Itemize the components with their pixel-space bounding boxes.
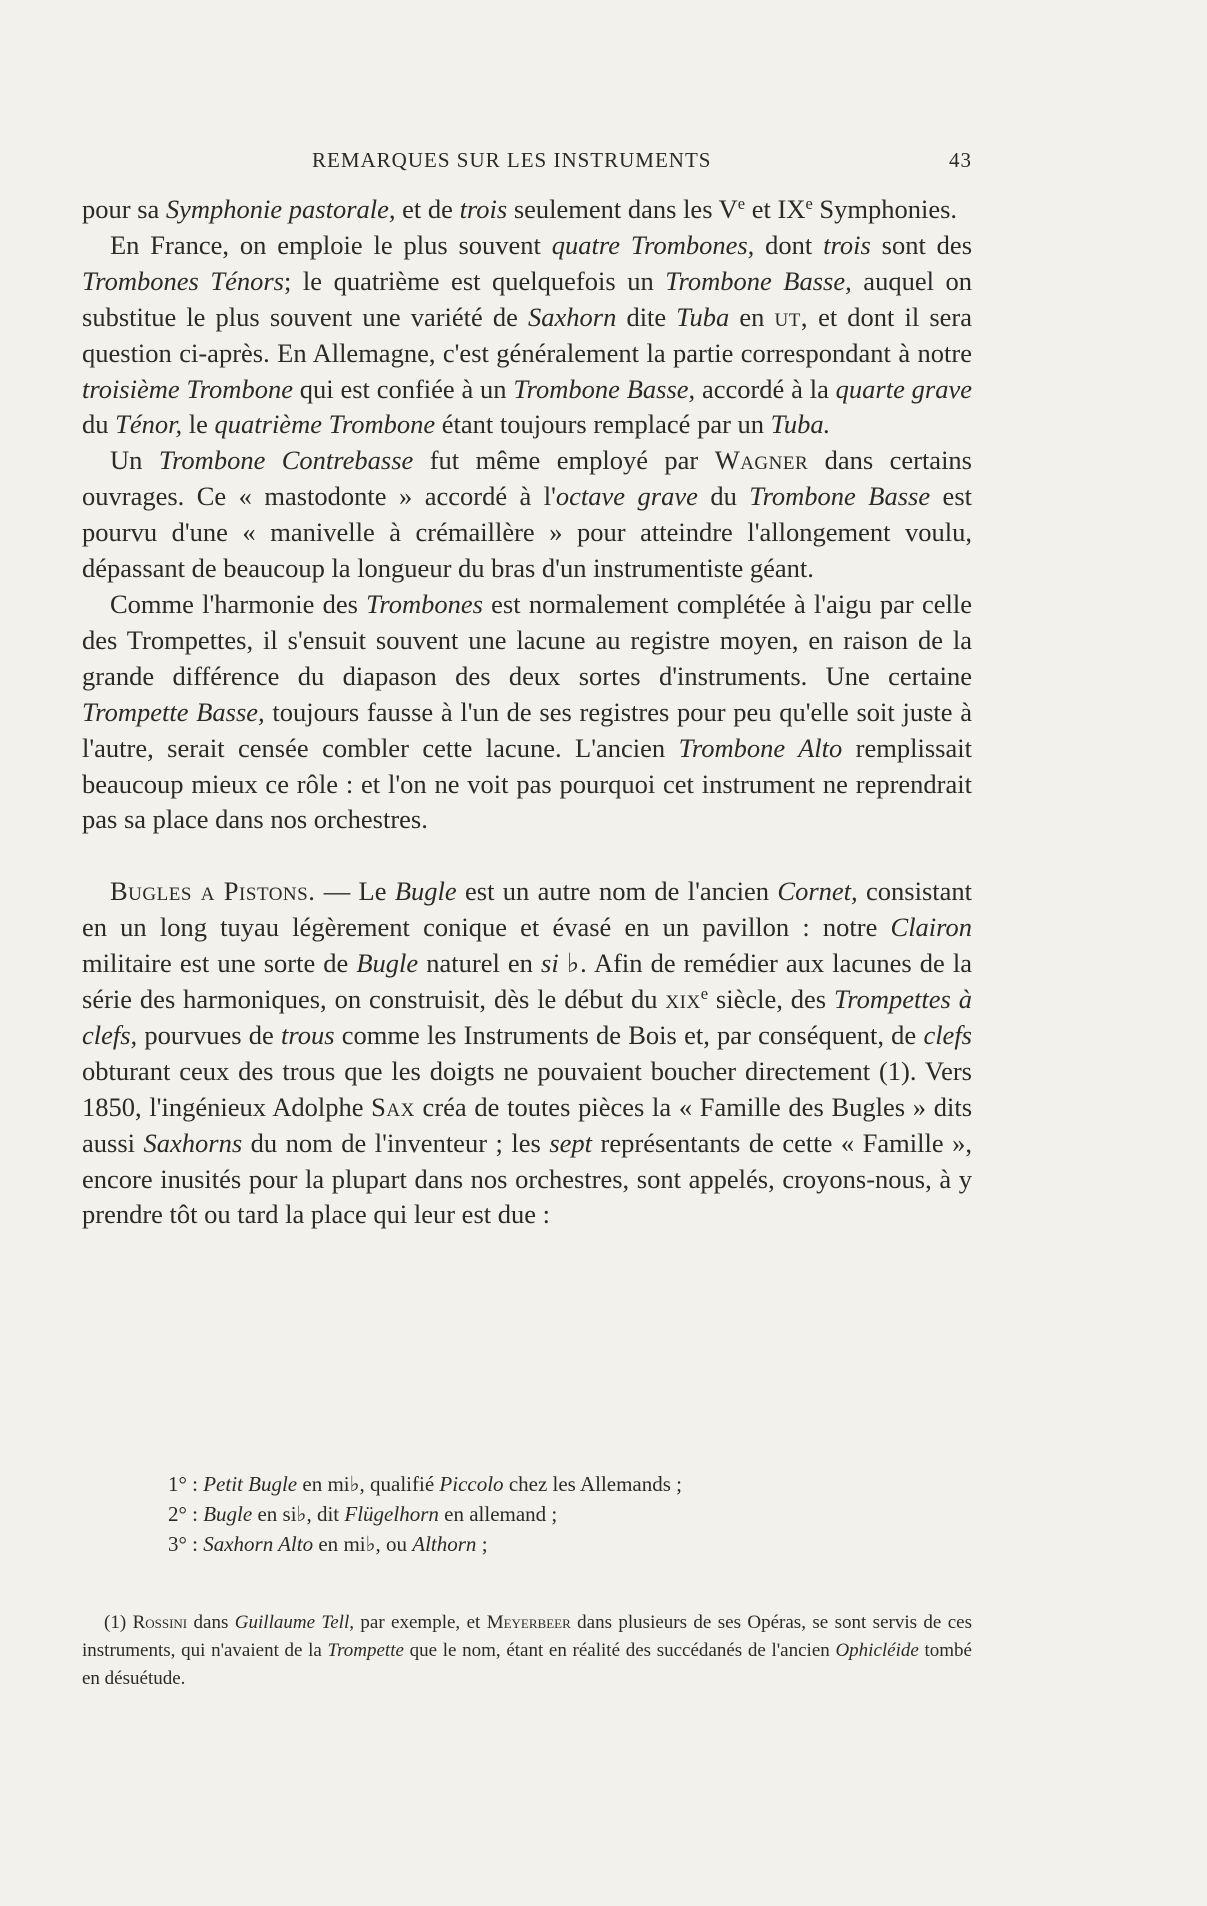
running-head: REMARQUES SUR LES INSTRUMENTS	[312, 148, 712, 172]
paragraph-bugles: Bugles a Pistons. — Le Bugle est un autre nom de l'ancien Cornet, consistant en un long tuyau légèrement conique et évasé en un pavillon : notre Clairon militaire est une sorte de Bugle naturel en si ♭. Afin de remédier aux lacunes de la série des harmoniques, on construisit, dès le début du xix$^e$ siècle, des Trompettes à clefs, pourvues de trous comme les Instruments de Bois et, par conséquent, de clefs obturant ceux des trous que les doigts ne pouvaient boucher directement (1). Vers 1850, l'ingénieux Adolphe Sax créa de toutes pièces la « Famille des Bugles » dits aussi Saxhorns du nom de l'inventeur ; les sept représentants de cette « Famille », encore inusités pour la plupart dans nos orchestres, sont appelés, croyons-nous, à y prendre tôt ou tard la place qui leur est due :	[82, 876, 973, 1230]
paragraph-contrebasse: Un Trombone Contrebasse fut même employé par Wagner dans certains ouvrages. Ce « mastodonte » accordé à l'octave grave du Trombone Basse est pourvu d'une « manivelle à crémaillère » pour atteindre l'allongement voulu, dépassant de beaucoup la longueur du bras d'un instrumentiste géant.	[82, 445, 972, 584]
footnote	[82, 1609, 972, 1693]
section-heading: Bugles a Pistons.	[110, 876, 316, 907]
list-item: 1° : Petit Bugle en mi♭, qualifié Piccolo chez les Allemands ;	[168, 1472, 683, 1496]
page-number: 43	[949, 148, 972, 172]
paragraph-symphonies: pour sa Symphonie pastorale, et de trois seulement dans les Ve et IXe Symphonies.	[82, 193, 958, 224]
list-item: 2° : Bugle en si♭, dit Flügelhorn en allemand ;	[168, 1502, 558, 1526]
body-text	[82, 192, 972, 1233]
list-item: 3° : Saxhorn Alto en mi♭, ou Althorn ;	[168, 1532, 488, 1556]
paragraph-harmonie: Comme l'harmonie des Trombones est normalement complétée à l'aigu par celle des Trompettes, il s'ensuit souvent une lacune au registre moyen, en raison de la grande différence du diapason des deux sortes d'instruments. Une certaine Trompette Basse, toujours fausse à l'un de ses registres pour peu qu'elle soit juste à l'autre, serait censée combler cette lacune. L'ancien Trombone Alto remplissait beaucoup mieux ce rôle : et l'on ne voit pas pourquoi cet instrument ne reprendrait pas sa place dans nos orchestres.	[82, 588, 972, 835]
footnote-text: (1) Rossini dans Guillaume Tell, par exemple, et Meyerbeer dans plusieurs de ses Opéras, se sont servis de ces instruments, qui n'avaient de la Trompette que le nom, étant en réalité des succédanés de l'ancien Ophicléide tombé en désuétude.	[82, 1612, 973, 1689]
paragraph-france: En France, on emploie le plus souvent quatre Trombones, dont trois sont des Trombones Ténors; le quatrième est quelquefois un Trombone Basse, auquel on substitue le plus souvent une variété de Saxhorn dite Tuba en ut, et dont il sera question ci-après. En Allemagne, c'est généralement la partie correspondant à notre troisième Trombone qui est confiée à un Trombone Basse, accordé à la quarte grave du Ténor, le quatrième Trombone étant toujours remplacé par un Tuba.	[82, 229, 973, 440]
saxhorn-list	[168, 1469, 868, 1559]
page-header	[82, 148, 972, 178]
